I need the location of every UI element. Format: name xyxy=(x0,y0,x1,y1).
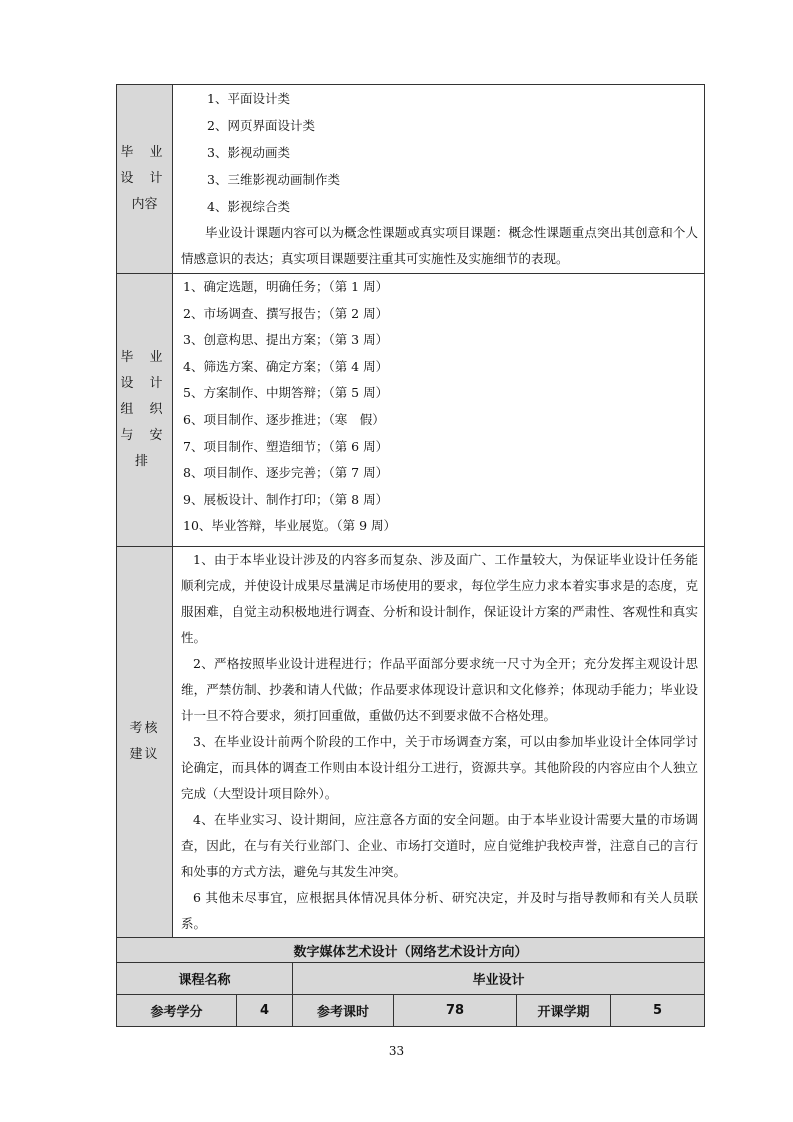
program-heading: 数字媒体艺术设计（网络艺术设计方向） xyxy=(117,938,705,963)
list-item: 1、确定选题，明确任务；（第 1 周） xyxy=(183,279,389,294)
assessment-label-line: 建议 xyxy=(129,747,160,762)
assessment-cell xyxy=(173,547,705,938)
program-heading-row xyxy=(117,938,705,963)
credits-value: 4 xyxy=(237,995,293,1027)
course-name-value: 毕业设计 xyxy=(293,963,705,995)
list-item: 4、筛选方案、确定方案；（第 4 周） xyxy=(183,358,389,374)
list-item: 7、项目制作、塑造细节；（第 6 周） xyxy=(183,438,389,454)
course-table xyxy=(116,84,705,1027)
schedule-row xyxy=(117,274,705,547)
list-item: 2、网页界面设计类 xyxy=(207,118,315,133)
list-item: 9、展板设计、制作打印；（第 8 周） xyxy=(183,491,389,507)
credits-label: 参考学分 xyxy=(117,995,237,1027)
assessment-paragraph: 3、在毕业设计前两个阶段的工作中，关于市场调查方案，可以由参加毕业设计全体同学讨论确定，而具体的调查工作则由本设计组分工进行，资源共享。其他阶段的内容应由个人独立完成（大型设计项目除外）。 xyxy=(181,734,699,801)
assessment-label xyxy=(117,547,173,938)
schedule-label-line: 设 计 xyxy=(120,376,169,391)
assessment-paragraph: 1、由于本毕业设计涉及的内容多而复杂、涉及面广、工作量较大，为保证毕业设计任务能顺利完成，并使设计成果尽量满足市场使用的要求，每位学生应力求本着实事求是的态度，克服困难，自觉主动积极地进行调查、分析和设计制作，保证设计方案的严肃性、客观性和真实性。 xyxy=(181,552,699,645)
content-label-line: 设 计 xyxy=(120,171,169,186)
list-item: 10、毕业答辩，毕业展览。（第 9 周） xyxy=(183,518,397,534)
list-item: 6、项目制作、逐步推进；（寒 假） xyxy=(183,411,385,427)
list-item: 3、影视动画类 xyxy=(207,145,290,160)
schedule-label-line: 毕 业 xyxy=(120,350,169,365)
list-item: 1、平面设计类 xyxy=(207,91,290,106)
schedule-label xyxy=(117,274,173,547)
list-item: 2、市场调查、撰写报告；（第 2 周） xyxy=(183,305,389,321)
list-item: 8、项目制作、逐步完善；（第 7 周） xyxy=(183,465,389,481)
content-label-line: 内容 xyxy=(131,197,158,212)
list-item: 5、方案制作、中期答辩；（第 5 周） xyxy=(183,385,389,401)
page-number: 33 xyxy=(388,1044,405,1058)
content-row xyxy=(117,85,705,274)
assessment-label-line: 考核 xyxy=(129,721,160,736)
course-name-label: 课程名称 xyxy=(117,963,293,995)
assessment-paragraph: 2、严格按照毕业设计进程进行；作品平面部分要求统一尺寸为全开；充分发挥主观设计思维，严禁仿制、抄袭和请人代做；作品要求体现设计意识和文化修养；体现动手能力；毕业设计一旦不符合要求，须打回重做，重做仍达不到要求做不合格处理。 xyxy=(181,656,699,723)
semester-label: 开课学期 xyxy=(517,995,611,1027)
content-cell xyxy=(173,85,705,274)
assessment-row xyxy=(117,547,705,938)
assessment-paragraph: 4、在毕业实习、设计期间，应注意各方面的安全问题。由于本毕业设计需要大量的市场调查，因此，在与有关行业部门、企业、市场打交道时，应自觉维护我校声誉，注意自己的言行和处事的方式方法，避免与其发生冲突。 xyxy=(181,812,699,879)
list-item: 3、三维影视动画制作类 xyxy=(207,172,340,187)
course-meta-row xyxy=(117,995,705,1027)
hours-label: 参考课时 xyxy=(293,995,394,1027)
content-paragraph: 毕业设计课题内容可以为概念性课题或真实项目课题：概念性课题重点突出其创意和个人情感意识的表达；真实项目课题要注重其可实施性及实施细节的表现。 xyxy=(181,225,699,266)
content-label xyxy=(117,85,173,274)
assessment-paragraph: 6 其他未尽事宜，应根据具体情况具体分析、研究决定，并及时与指导教师和有关人员联系。 xyxy=(181,890,699,931)
schedule-label-line: 排 xyxy=(134,454,154,469)
list-item: 3、创意构思、提出方案；（第 3 周） xyxy=(183,332,389,348)
semester-value: 5 xyxy=(611,995,705,1027)
schedule-label-line: 与 安 xyxy=(120,428,169,443)
hours-value: 78 xyxy=(394,995,517,1027)
content-label-line: 毕 业 xyxy=(120,145,169,160)
schedule-cell xyxy=(173,274,705,547)
schedule-label-line: 组 织 xyxy=(120,402,169,417)
list-item: 4、影视综合类 xyxy=(207,199,290,214)
course-name-row xyxy=(117,963,705,995)
